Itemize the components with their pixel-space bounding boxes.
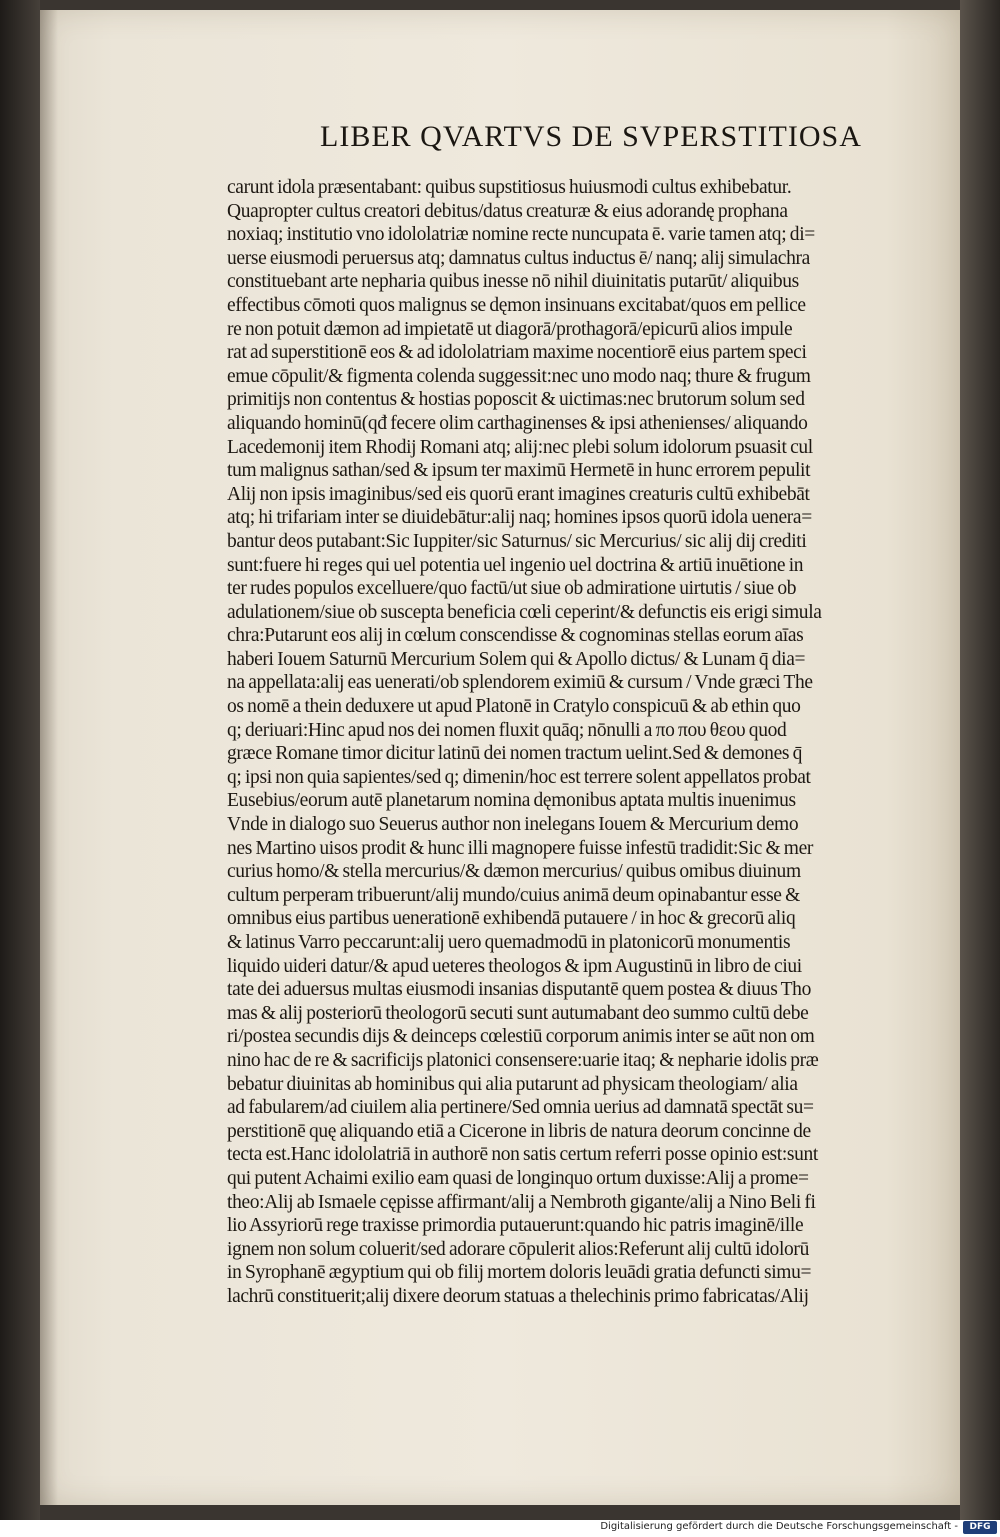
text-line: adulationem/siue ob suscepta beneficia cœli ceperint/& defunctis eis erigi simula xyxy=(227,601,822,623)
book-edge-right xyxy=(960,0,1000,1537)
text-line: cultum perperam tribuerunt/alij mundo/cuius animā deum opinabantur esse & xyxy=(227,884,800,906)
text-line: græce Romane timor dicitur latinū dei nomen tractum uelint.Sed & demones q̄ xyxy=(227,743,803,765)
text-line: re non potuit dæmon ad impietatē ut diagorā/prothagorā/epicurū alios impule xyxy=(227,318,793,340)
text-line: ignem non solum coluerit/sed adorare cōpulerit alios:Referunt alij cultū idolorū xyxy=(227,1238,809,1260)
text-line: Lacedemonij item Rhodij Romani atq; alij:nec plebi solum idolorum psuasit cul xyxy=(227,436,813,458)
text-line: liquido uideri datur/& apud ueteres theologos & ipm Augustinū in libro de ciui xyxy=(227,955,802,977)
text-line: aliquando hominū(qđ fecere olim carthaginenses & ipsi athenienses/ aliquando xyxy=(227,412,808,434)
text-line: ter rudes populos excelluere/quo factū/ut siue ob admiratione uirtutis / siue ob xyxy=(227,578,797,600)
text-line: ri/postea secundis dijs & deinceps cœlestiū corporum animis inter se aūt non om xyxy=(227,1026,815,1048)
text-line: Alij non ipsis imaginibus/sed eis quorū erant imagines creaturis cultū exhibebāt xyxy=(227,483,810,505)
text-line: nes Martino uisos prodit & hunc illi magnopere fuisse infestū tradidit:Sic & mer xyxy=(227,837,814,859)
text-line: q; ipsi non quia sapientes/sed q; dimenin/hoc est terrere solent appellatos probat xyxy=(227,766,811,788)
book-edge-left xyxy=(0,0,40,1537)
text-line: chra:Putarunt eos alij in cœlum conscendisse & cognominas stellas eorum aīas xyxy=(227,625,804,647)
text-line: tecta est.Hanc idololatriā in authorē non satis certum referri posse opinio est:sunt xyxy=(227,1144,818,1166)
text-line: curius homo/& stella mercurius/& dæmon mercurius/ quibus omibus diuinum xyxy=(227,861,801,883)
text-line: bantur deos putabant:Sic Iuppiter/sic Saturnus/ sic Mercurius/ sic alij dij crediti xyxy=(227,530,807,552)
text-line: uerse eiusmodi peruersus atq; damnatus cultus inductus ē/ nanq; alij simulachra xyxy=(227,247,810,269)
text-line: tum malignus sathan/sed & ipsum ter maximū Hermetē in hunc errorem pepulit xyxy=(227,460,811,482)
footer-funding-note: Digitalisierung gefördert durch die Deutsche Forschungsgemeinschaft - xyxy=(600,1521,958,1532)
text-line: nino hac de re & sacrificijs platonici consensere:uarie itaq; & nepharie idolis præ xyxy=(227,1049,819,1071)
text-line: os nomē a thein deduxere ut apud Platonē in Cratylo conspicuū & ab ethin quo xyxy=(227,696,801,718)
text-line: na appellata:alij eas uenerati/ob splendorem eximiū & cursum / Vnde græci The xyxy=(227,672,813,694)
text-line: Eusebius/eorum autē planetarum nomina dęmonibus aptata multis inuenimus xyxy=(227,790,796,812)
text-line: primitijs non contentus & hostias poposcit & uictimas:nec brutorum solum sed xyxy=(227,389,805,411)
text-line: Vnde in dialogo suo Seuerus author non inelegans Iouem & Mercurium demo xyxy=(227,814,799,836)
text-line: lio Assyriorū rege traxisse primordia putauerunt:quando hic patris imaginē/ille xyxy=(227,1215,804,1237)
text-line: theo:Alij ab Ismaele cępisse affirmant/alij a Nembroth gigante/alij a Nino Beli fi xyxy=(227,1191,816,1213)
text-line: rat ad superstitionē eos & ad idololatriam maxime nocentiorē eius partem speci xyxy=(227,342,807,364)
text-line: sunt:fuere hi reges qui uel potentia uel ingenio uel doctrina & artiū inuētione in xyxy=(227,554,804,576)
text-line: constituebant arte nepharia quibus inesse nō nihil diuinitatis putarūt/ aliquibus xyxy=(227,271,799,293)
page-fold-shadow xyxy=(40,10,58,1505)
dfg-logo: DFG xyxy=(963,1521,997,1534)
text-line: tate dei aduersus multas eiusmodi insanias disputantē quem postea & diuus Tho xyxy=(227,979,811,1001)
text-line: q; deriuari:Hinc apud nos dei nomen fluxit quāq; nōnulli a πο που θεου quod xyxy=(227,719,787,741)
text-line: omnibus eius partibus uenerationē exhibendā putauere / in hoc & grecorū aliq xyxy=(227,908,796,930)
text-line: Quapropter cultus creatori debitus/datus creaturæ & eius adorandę prophana xyxy=(227,200,788,222)
text-line: emue cōpulit/& figmenta colenda suggessit:nec uno modo naq; thure & frugum xyxy=(227,365,811,387)
text-line: & latinus Varro peccarunt:alij uero quemadmodū in platonicorū monumentis xyxy=(227,932,791,953)
text-block xyxy=(227,176,923,1309)
text-line: bebatur diuinitas ab hominibus qui alia putarunt ad physicam theologiam/ alia xyxy=(227,1073,798,1095)
text-line: haberi Iouem Saturnū Mercurium Solem qui & Apollo dictus/ & Lunam q̄ dia= xyxy=(227,648,806,670)
text-line: noxiaq; institutio vno idololatriæ nomine recte nuncupata ē. varie tamen atq; di= xyxy=(227,224,815,246)
text-line: lachrū constituerit;alij dixere deorum statuas a thelechinis primo fabricatas/Alij xyxy=(227,1285,809,1307)
text-line: qui putent Achaimi exilio eam quasi de longinquo ortum duxisse:Alij a prome= xyxy=(227,1167,809,1189)
running-head: LIBER QVARTVS DE SVPERSTITIOSA xyxy=(320,120,862,153)
text-line: carunt idola præsentabant: quibus supstitiosus huiusmodi cultus exhibebatur. xyxy=(227,177,792,198)
text-line: mas & alij posteriorū theologorū secuti sunt autumabant deo summo cultū debe xyxy=(227,1002,809,1024)
text-line: ad fabularem/ad ciuilem alia pertinere/Sed omnia uerius ad damnatā spectāt su= xyxy=(227,1097,814,1119)
text-line: in Syrophanē ægyptium qui ob filij mortem doloris leuādi gratia defuncti simu= xyxy=(227,1262,812,1284)
text-line: perstitionē quę aliquando etiā a Cicerone in libris de natura deorum concinne de xyxy=(227,1120,811,1142)
text-line: effectibus cōmoti quos malignus se dęmon insinuans excitabat/quos em pellice xyxy=(227,294,806,316)
text-line: atq; hi trifariam inter se diuidebātur:alij naq; homines ipsos quorū idola uenera= xyxy=(227,507,812,529)
